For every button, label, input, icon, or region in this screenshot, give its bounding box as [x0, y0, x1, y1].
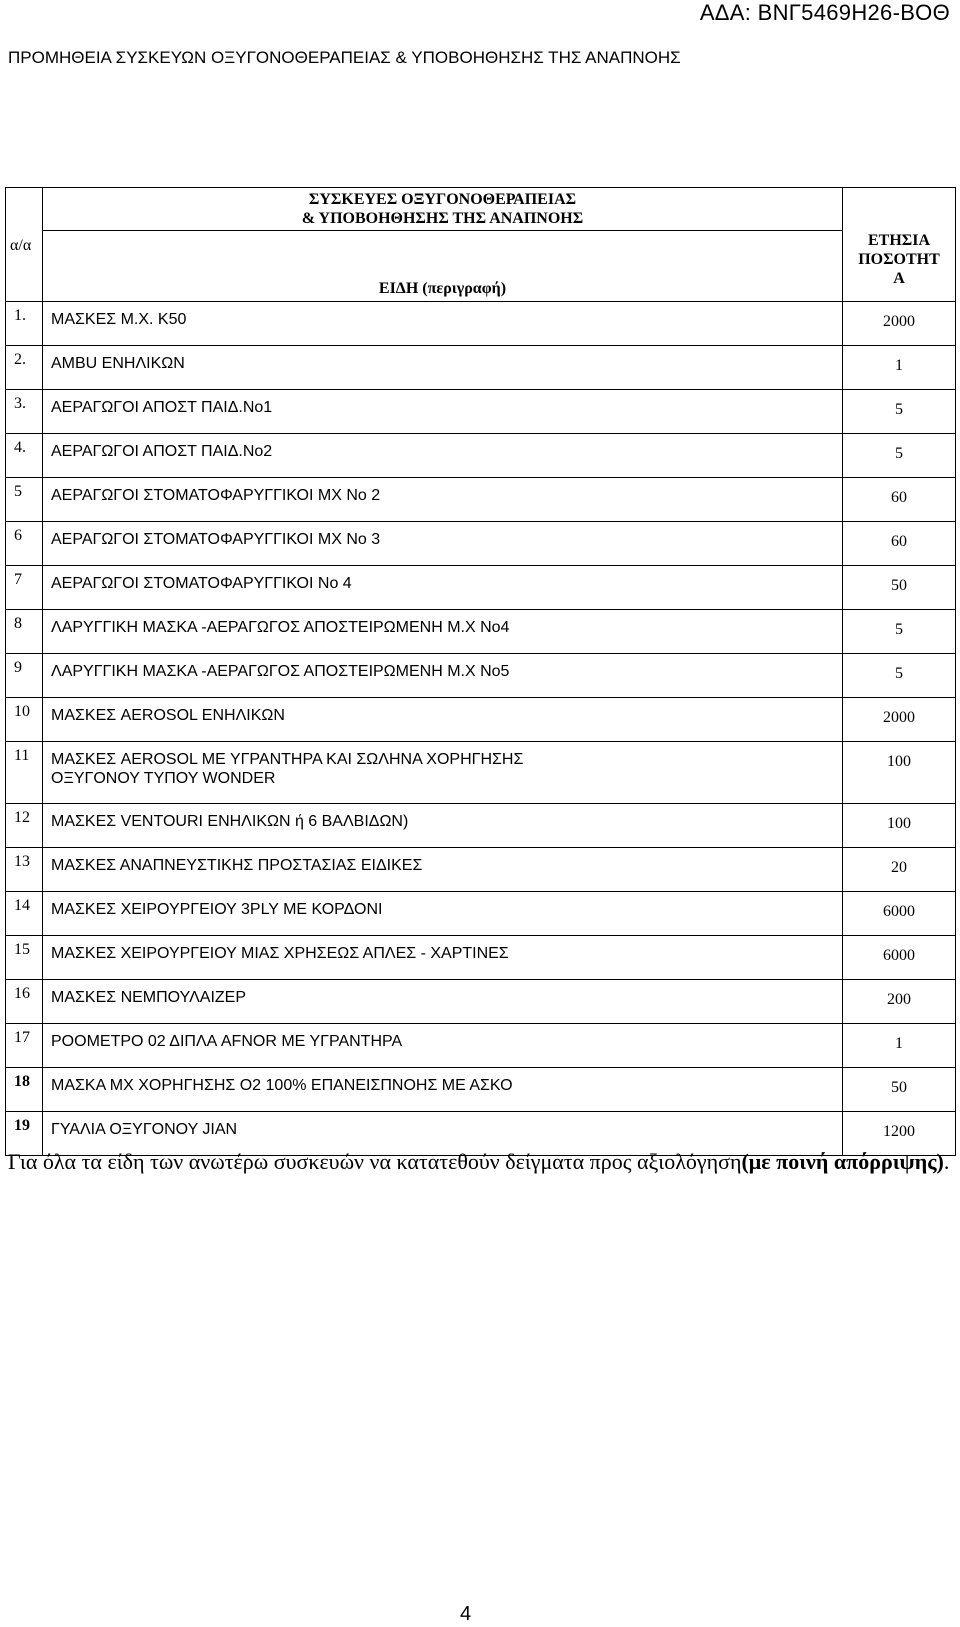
row-number: 18 [6, 1068, 43, 1112]
row-number: 14 [6, 892, 43, 936]
page-number: 4 [460, 1603, 472, 1625]
table-row [6, 892, 956, 936]
items-table [5, 187, 956, 1156]
row-description [43, 742, 843, 804]
ada-code: ΑΔΑ: ΒΝΓ5469Η26-ΒΟΘ [699, 0, 950, 25]
row-number: 6 [6, 522, 43, 566]
row-description [43, 1068, 843, 1112]
row-quantity: 100 [843, 804, 956, 848]
row-description-text: ΜΑΣΚΕΣ AEROSOL ΕΝΗΛΙΚΩΝ [51, 707, 285, 724]
section-title-line2: & ΥΠΟΒΟΗΘΗΣΗΣ ΤΗΣ ΑΝΑΠΝΟΗΣ [301, 210, 584, 227]
table-row [6, 302, 956, 346]
row-description-text: ΜΑΣΚΕΣ VENTOURI ΕΝΗΛΙΚΩΝ ή 6 ΒΑΛΒΙΔΩΝ) [51, 813, 409, 830]
row-number: 15 [6, 936, 43, 980]
table-header-top [6, 188, 956, 231]
row-number: 11 [6, 742, 43, 804]
note-paragraph [8, 1147, 956, 1177]
row-number: 8 [6, 610, 43, 654]
row-description [43, 434, 843, 478]
row-description-text: ΜΑΣΚΕΣ ΑΝΑΠΝΕΥΣΤΙΚΗΣ ΠΡΟΣΤΑΣΙΑΣ ΕΙΔΙΚΕΣ [51, 857, 423, 874]
row-description [43, 892, 843, 936]
row-description [43, 302, 843, 346]
table-row [6, 478, 956, 522]
row-description-text: ΜΑΣΚΑ ΜΧ ΧΟΡΗΓΗΣΗΣ Ο2 100% ΕΠΑΝΕΙΣΠΝΟΗΣ ΜΕ ΑΣΚΟ [51, 1077, 513, 1094]
quantity-header-line1: ΕΤΗΣΙΑ [867, 231, 931, 249]
section-title-line1: ΣΥΣΚΕΥΕΣ ΟΞΥΓΟΝΟΘΕΡΑΠΕΙΑΣ [308, 191, 577, 208]
row-number: 5 [6, 478, 43, 522]
row-description-text: AMBU ΕΝΗΛΙΚΩΝ [51, 355, 185, 372]
table-row [6, 566, 956, 610]
row-quantity: 1 [843, 1024, 956, 1068]
row-description [43, 610, 843, 654]
column-header-no: α/α [6, 188, 43, 302]
row-number: 10 [6, 698, 43, 742]
table-header-bottom [6, 231, 956, 302]
row-description [43, 804, 843, 848]
table-row [6, 936, 956, 980]
row-number: 12 [6, 804, 43, 848]
row-quantity: 2000 [843, 302, 956, 346]
row-number: 9 [6, 654, 43, 698]
row-quantity: 5 [843, 434, 956, 478]
row-number: 13 [6, 848, 43, 892]
row-description-text: ΑΕΡΑΓΩΓΟΙ ΣΤΟΜΑΤΟΦΑΡΥΓΓΙΚΟΙ ΜΧ Νο 2 [51, 487, 381, 504]
row-number: 16 [6, 980, 43, 1024]
row-quantity: 50 [843, 566, 956, 610]
row-description [43, 980, 843, 1024]
row-quantity: 5 [843, 390, 956, 434]
row-description-text: ΜΑΣΚΕΣ ΝΕΜΠΟΥΛΑΙΖΕΡ [51, 989, 247, 1006]
row-description-text: ΜΑΣΚΕΣ Μ.Χ. Κ50 [51, 311, 187, 328]
row-quantity: 60 [843, 522, 956, 566]
row-description [43, 566, 843, 610]
row-quantity: 20 [843, 848, 956, 892]
table-row [6, 522, 956, 566]
row-number: 17 [6, 1024, 43, 1068]
row-number: 19 [6, 1112, 43, 1156]
row-description-text-2: ΟΞΥΓΟΝΟΥ ΤΥΠΟΥ WONDER [51, 770, 276, 787]
row-description [43, 654, 843, 698]
table-row [6, 698, 956, 742]
table-row [6, 1024, 956, 1068]
row-description-text: ΓΥΑΛΙΑ ΟΞΥΓΟΝΟΥ JIAN [51, 1121, 238, 1138]
table-row [6, 346, 956, 390]
table-row [6, 742, 956, 804]
row-quantity: 2000 [843, 698, 956, 742]
note-bold: (με ποινή απόρριψης) [741, 1149, 944, 1174]
row-description-text: ΑΕΡΑΓΩΓΟΙ ΣΤΟΜΑΤΟΦΑΡΥΓΓΙΚΟΙ Νο 4 [51, 575, 352, 592]
row-description-text: ΛΑΡΥΓΓΙΚΗ ΜΑΣΚΑ -ΑΕΡΑΓΩΓΟΣ ΑΠΟΣΤΕΙΡΩΜΕΝΗ Μ.Χ Νο5 [51, 663, 510, 680]
row-quantity: 6000 [843, 892, 956, 936]
column-header-description: ΕΙΔΗ (περιγραφή) [43, 231, 843, 302]
row-description [43, 478, 843, 522]
row-description-text: ΑΕΡΑΓΩΓΟΙ ΑΠΟΣΤ ΠΑΙΔ.Νο2 [51, 443, 273, 460]
table-row [6, 1068, 956, 1112]
table-row [6, 980, 956, 1024]
note-end: . [943, 1149, 950, 1174]
row-description [43, 848, 843, 892]
row-number: 7 [6, 566, 43, 610]
row-description [43, 346, 843, 390]
table-row [6, 654, 956, 698]
row-description-text: ΜΑΣΚΕΣ ΧΕΙΡΟΥΡΓΕΙΟΥ ΜΙΑΣ ΧΡΗΣΕΩΣ ΑΠΛΕΣ - ΧΑΡΤΙΝΕΣ [51, 945, 509, 962]
row-description-text: ΑΕΡΑΓΩΓΟΙ ΣΤΟΜΑΤΟΦΑΡΥΓΓΙΚΟΙ ΜΧ Νο 3 [51, 531, 381, 548]
row-description-text: ΜΑΣΚΕΣ AEROSOL ΜΕ ΥΓΡΑΝΤΗΡΑ ΚΑΙ ΣΩΛΗΝΑ ΧΟΡΗΓΗΣΗΣ [51, 751, 524, 768]
row-quantity: 6000 [843, 936, 956, 980]
row-quantity: 1200 [843, 1112, 956, 1156]
table-row [6, 434, 956, 478]
table-row [6, 390, 956, 434]
quantity-header-line2: ΠΟΣΟΤΗΤ [858, 250, 940, 268]
row-number: 3. [6, 390, 43, 434]
row-description-text: ΡΟΟΜΕΤΡΟ 02 ΔΙΠΛΑ AFNOR ΜΕ ΥΓΡΑΝΤΗΡΑ [51, 1033, 403, 1050]
row-description [43, 390, 843, 434]
row-quantity: 60 [843, 478, 956, 522]
column-header-quantity [843, 231, 956, 302]
row-description [43, 698, 843, 742]
note-text: Για όλα τα είδη των ανωτέρω συσκευών να κατατεθούν δείγματα προς αξιολόγηση [8, 1149, 742, 1174]
document-title: ΠΡΟΜΗΘΕΙΑ ΣΥΣΚΕΥΩΝ ΟΞΥΓΟΝΟΘΕΡΑΠΕΙΑΣ & ΥΠΟΒΟΗΘΗΣΗΣ ΤΗΣ ΑΝΑΠΝΟΗΣ [8, 48, 681, 67]
table-row [6, 804, 956, 848]
row-description [43, 1024, 843, 1068]
quantity-header-line3: Α [893, 269, 905, 287]
row-description [43, 936, 843, 980]
section-title [43, 188, 843, 231]
row-description-text: ΜΑΣΚΕΣ ΧΕΙΡΟΥΡΓΕΙΟΥ 3PLY ΜΕ ΚΟΡΔΟΝΙ [51, 901, 383, 918]
row-description-text: ΛΑΡΥΓΓΙΚΗ ΜΑΣΚΑ -ΑΕΡΑΓΩΓΟΣ ΑΠΟΣΤΕΙΡΩΜΕΝΗ Μ.Χ Νο4 [51, 619, 510, 636]
row-number: 4. [6, 434, 43, 478]
table-row [6, 610, 956, 654]
row-quantity: 200 [843, 980, 956, 1024]
row-quantity: 5 [843, 610, 956, 654]
row-quantity: 100 [843, 742, 956, 804]
row-number: 2. [6, 346, 43, 390]
row-description [43, 522, 843, 566]
row-quantity: 50 [843, 1068, 956, 1112]
row-quantity: 1 [843, 346, 956, 390]
row-number: 1. [6, 302, 43, 346]
row-quantity: 5 [843, 654, 956, 698]
table-row [6, 848, 956, 892]
header-blank-cell [843, 188, 956, 231]
row-description-text: ΑΕΡΑΓΩΓΟΙ ΑΠΟΣΤ ΠΑΙΔ.Νο1 [51, 399, 273, 416]
